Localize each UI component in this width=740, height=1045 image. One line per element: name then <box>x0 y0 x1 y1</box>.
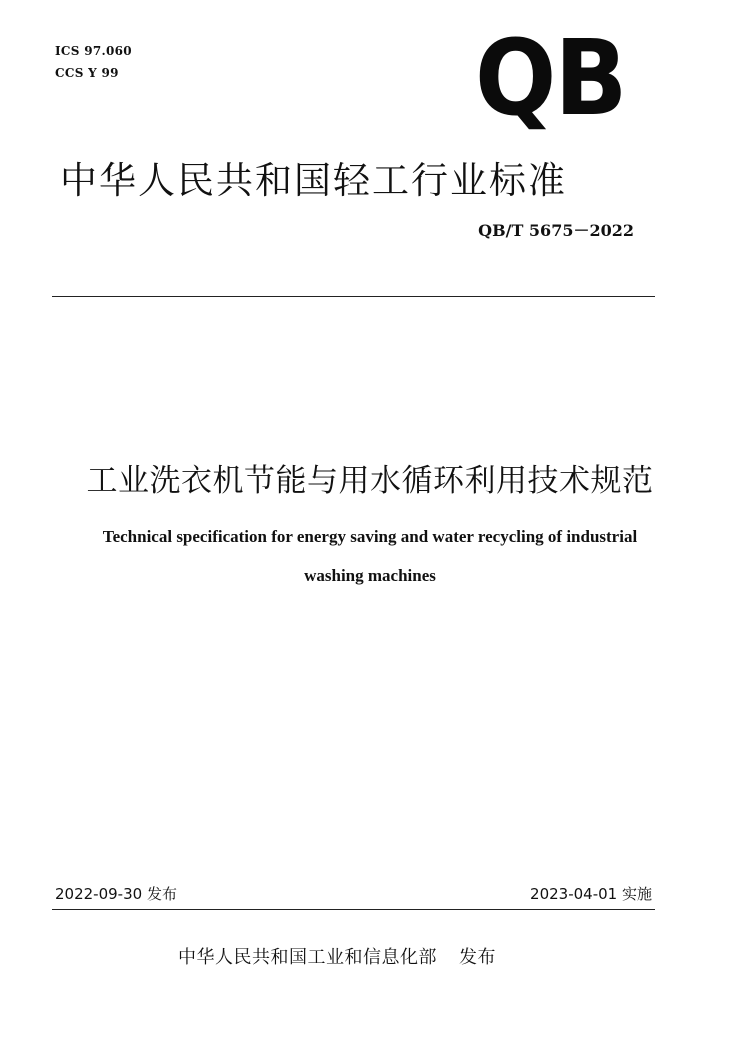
qb-logo: QB <box>475 17 626 139</box>
publish-label: 发布 <box>459 947 496 968</box>
publisher-line <box>178 943 496 969</box>
implementation-date: 2023-04-01 实施 <box>530 885 652 903</box>
standard-number: QB/T 5675－2022 <box>478 221 634 240</box>
english-title-line-2: washing machines <box>304 566 436 585</box>
top-divider <box>52 296 655 297</box>
ics-code: ICS 97.060 <box>55 44 132 58</box>
publisher-name: 中华人民共和国工业和信息化部 <box>178 947 437 968</box>
bottom-divider <box>52 909 655 910</box>
standard-category-title: 中华人民共和国轻工行业标准 <box>60 159 567 202</box>
chinese-title: 工业洗衣机节能与用水循环利用技术规范 <box>86 463 654 499</box>
issue-date: 2022-09-30 发布 <box>55 885 177 903</box>
english-title-line-1: Technical specification for energy saving and water recycling of industrial <box>102 527 638 546</box>
ccs-code: CCS Y 99 <box>55 66 119 80</box>
